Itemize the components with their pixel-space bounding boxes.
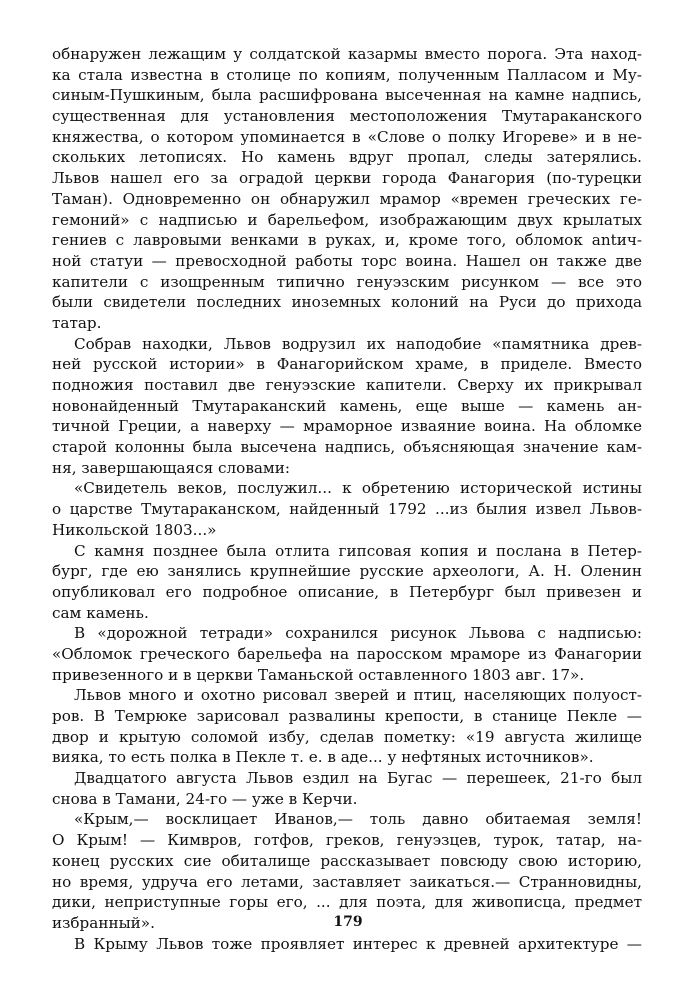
text-line: ня, завершающаяся словами: xyxy=(52,458,290,477)
text-line: татар. xyxy=(52,313,102,332)
text-line: опубликовал его подробное описание, в Петербург был привезен и xyxy=(52,582,642,601)
text-line: В Крыму Львов тоже проявляет интерес к древней архитектуре — xyxy=(74,934,642,953)
text-line: конец русских сие обиталище рассказывает повсюду свою историю, xyxy=(52,851,642,870)
text-line: ров. В Темрюке зарисовал развалины крепости, в станице Пекле — xyxy=(52,707,642,725)
text-line: В «дорожной тетради» сохранился рисунок Львова с надписью: xyxy=(74,624,642,643)
text-line: бург, где ею занялись крупнейшие русские археологи, А. Н. Оленин xyxy=(52,562,642,581)
text-line: двор и крытую соломой избу, сделав пометку: «19 августа жилище xyxy=(52,727,642,746)
text-line: Таман). Одновременно он обнаружил мрамор «времен греческих ге- xyxy=(52,189,642,208)
text-line: вияка, то есть полка в Пекле т. е. в аде... у нефтяных источников». xyxy=(52,748,594,767)
text-line: дики, неприступные горы его, ... для поэта, для живописца, предмет xyxy=(52,893,642,912)
text-line: «Свидетель веков, послужил... к обретению исторической истины xyxy=(74,479,642,498)
text-line: обнаружен лежащим у солдатской казармы вместо порога. Эта наход- xyxy=(52,45,642,63)
text-line: о царстве Тмутараканском, найденный 1792 ...из былия извел Львов- xyxy=(52,500,642,519)
page-number: 179 xyxy=(333,914,363,930)
text-line: гениев с лавровыми венками в руках, и, кроме того, обломок antич- xyxy=(52,231,642,250)
text-line: Двадцатого августа Львов ездил на Бугас — перешеек, 21-го был xyxy=(74,769,642,788)
text-line: сам камень. xyxy=(52,603,149,622)
text-line: существенная для установления местоположения Тмутараканского xyxy=(52,107,642,126)
text-line: ной статуи — превосходной работы торс воина. Нашел он также две xyxy=(52,251,642,270)
text-line: О Крым! — Кимвров, готфов, греков, генуэзцев, турок, татар, на- xyxy=(52,831,642,850)
text-line: старой колонны была высечена надпись, объясняющая значение кам- xyxy=(52,438,642,457)
text-line: Никольской 1803...» xyxy=(52,520,217,539)
text-line: ней русской истории» в Фанагорийском храме, в приделе. Вместо xyxy=(52,355,642,374)
text-line: «Крым,— восклицает Иванов,— толь давно обитаемая земля! xyxy=(74,810,642,829)
text-line: капители с изощренным типично генуэзским рисунком — все это xyxy=(52,272,642,291)
text-line: были свидетели последних иноземных колоний на Руси до прихода xyxy=(52,293,642,312)
text-line: снова в Тамани, 24-го — уже в Керчи. xyxy=(52,789,358,808)
text-line: Собрав находки, Львов водрузил их наподобие «памятника древ- xyxy=(74,334,642,353)
text-line: скольких летописях. Но камень вдруг пропал, следы затерялись. xyxy=(52,148,642,167)
text-line: княжества, о котором упоминается в «Слове о полку Игореве» и в не- xyxy=(52,127,642,146)
text-line: синым-Пушкиным, была расшифрована высеченная на камне надпись, xyxy=(52,86,642,105)
page-body xyxy=(52,44,642,954)
text-line: гемоний» с надписью и барельефом, изображающим двух крылатых xyxy=(52,210,642,229)
text-line: ка стала известна в столице по копиям, полученным Палласом и Му- xyxy=(52,65,642,84)
text-line: тичной Греции, а наверху — мраморное изваяние воина. На обломке xyxy=(52,417,642,436)
text-line: избранный». xyxy=(52,913,155,932)
text-line: «Обломок греческого барельефа на паросском мраморе из Фанагории xyxy=(52,644,642,663)
text-line: С камня позднее была отлита гипсовая копия и послана в Петер- xyxy=(74,541,642,560)
text-line: новонайденный Тмутараканский камень, еще выше — камень ан- xyxy=(52,396,642,415)
text-line: Львов много и охотно рисовал зверей и птиц, населяющих полуост- xyxy=(74,686,642,705)
text-line: но время, удруча его летами, заставляет заикаться.— Странновидны, xyxy=(52,872,642,891)
text-line: подножия поставил две генуэзские капители. Сверху их прикрывал xyxy=(52,376,642,394)
text-line: привезенного и в церкви Таманьской оставленного 1803 авг. 17». xyxy=(52,665,585,684)
text-line: Львов нашел его за оградой церкви города Фанагория (по-турецки xyxy=(52,169,642,188)
